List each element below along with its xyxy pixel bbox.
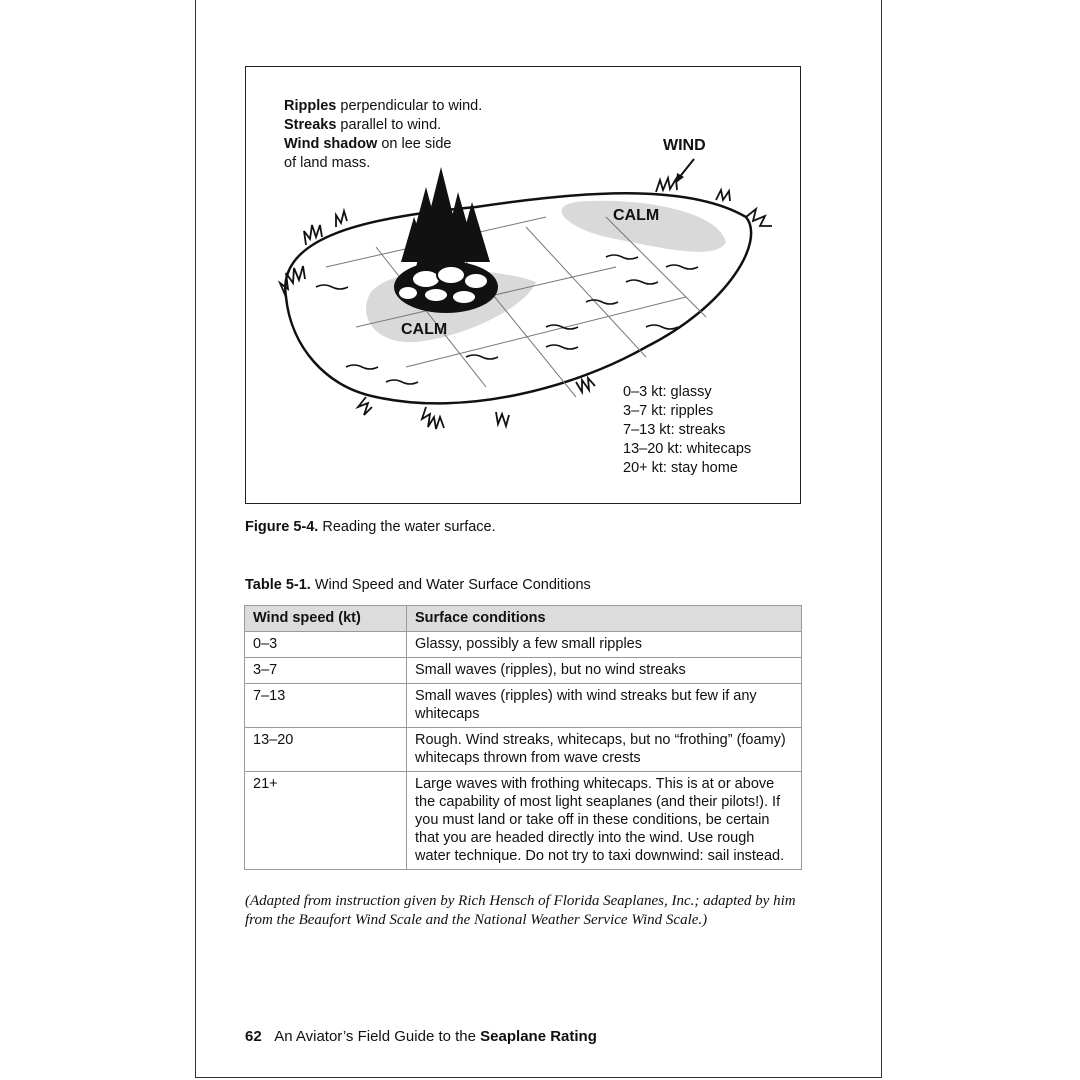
cell-conditions: Small waves (ripples) with wind streaks but few if any whitecaps — [407, 684, 802, 728]
header-surface-conditions: Surface conditions — [407, 606, 802, 632]
wind-label: WIND — [663, 137, 706, 154]
book-title-bold: Seaplane Rating — [480, 1028, 597, 1045]
speed-line: 20+ kt: stay home — [623, 460, 738, 476]
cell-speed: 0–3 — [245, 632, 407, 658]
table-title — [245, 577, 591, 593]
table-title-text: Wind Speed and Water Surface Conditions — [310, 577, 591, 593]
page-footer — [245, 1028, 597, 1045]
book-title: An Aviator’s Field Guide to the — [274, 1028, 481, 1045]
cell-speed: 13–20 — [245, 728, 407, 772]
table-row — [245, 772, 802, 870]
speed-line: 3–7 kt: ripples — [623, 403, 714, 419]
cell-conditions: Large waves with frothing whitecaps. This is at or above the capability of most light seaplanes (and their pilots!). If you must land or take off in these conditions, be certain that you are headed directly into the wind. Use rough water technique. Do not try to taxi downwind: sail instead. — [407, 772, 802, 870]
table-row — [245, 658, 802, 684]
cell-speed: 3–7 — [245, 658, 407, 684]
caption-text: Reading the water surface. — [318, 519, 496, 535]
page-number: 62 — [245, 1028, 262, 1045]
table-header-row — [245, 606, 802, 632]
calm-label-far: CALM — [613, 207, 660, 224]
figure-water-surface — [245, 66, 801, 504]
legend-line: of land mass. — [284, 155, 371, 171]
island — [394, 167, 498, 313]
figure-legend — [284, 97, 482, 173]
figure-caption — [245, 519, 496, 535]
table-row — [245, 632, 802, 658]
caption-label: Figure 5-4. — [245, 519, 319, 535]
cell-speed: 21+ — [245, 772, 407, 870]
legend-line: Ripples perpendicular to wind. — [284, 98, 483, 114]
cell-conditions: Glassy, possibly a few small ripples — [407, 632, 802, 658]
speed-line: 13–20 kt: whitecaps — [623, 441, 752, 457]
table-row — [245, 684, 802, 728]
table-title-label: Table 5-1. — [245, 577, 311, 593]
speed-key — [623, 383, 751, 478]
legend-line: Streaks parallel to wind. — [284, 117, 442, 133]
legend-line: Wind shadow on lee side — [284, 136, 452, 152]
wind-speed-table — [244, 605, 802, 870]
header-wind-speed: Wind speed (kt) — [245, 606, 407, 632]
cell-conditions: Rough. Wind streaks, whitecaps, but no “frothing” (foamy) whitecaps thrown from wave crests — [407, 728, 802, 772]
table-row — [245, 728, 802, 772]
cell-speed: 7–13 — [245, 684, 407, 728]
speed-line: 7–13 kt: streaks — [623, 422, 726, 438]
calm-label-lee: CALM — [401, 321, 448, 338]
cell-conditions: Small waves (ripples), but no wind streaks — [407, 658, 802, 684]
speed-line: 0–3 kt: glassy — [623, 384, 712, 400]
source-note: (Adapted from instruction given by Rich Hensch of Florida Seaplanes, Inc.; adapted by him from the Beaufort Wind Scale and the National Weather Service Wind Scale.) — [245, 893, 796, 928]
